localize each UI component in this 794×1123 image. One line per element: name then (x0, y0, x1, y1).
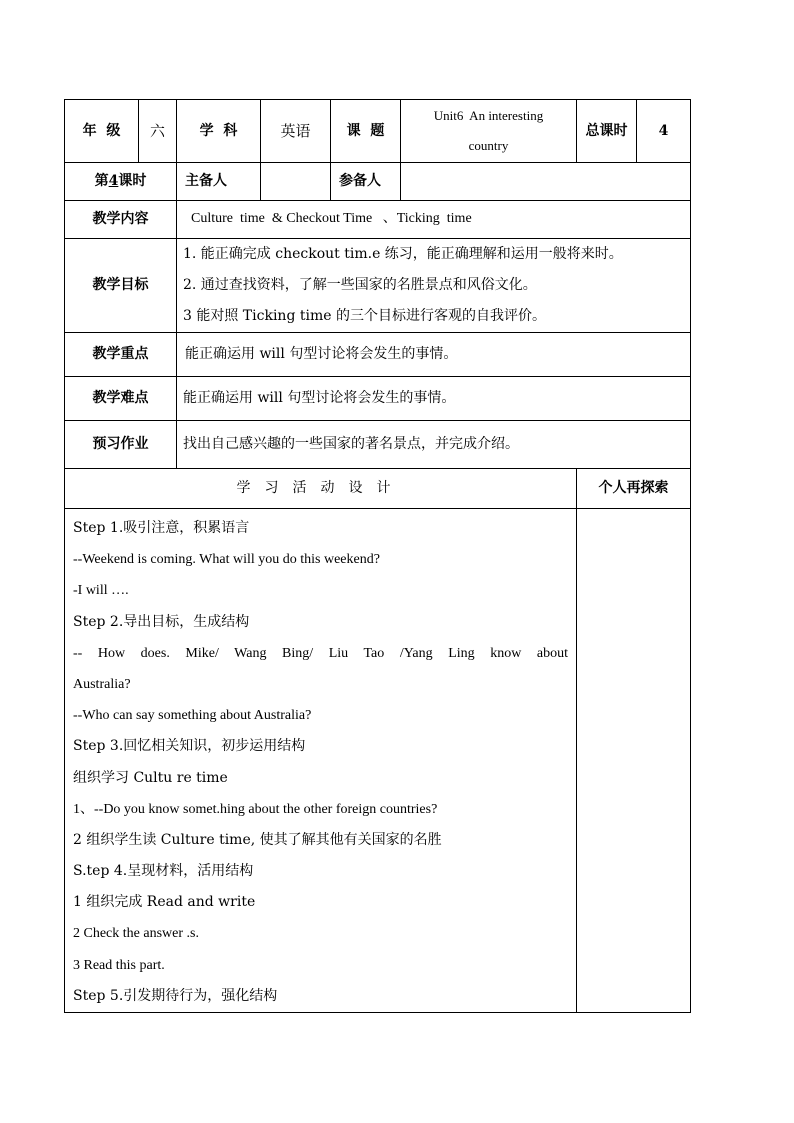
subject-label: 学 科 (177, 100, 261, 163)
lesson-suffix: 课时 (118, 173, 147, 190)
exploration-cell (577, 509, 691, 1013)
activity-line: Step 1.吸引注意，积累语言 (73, 520, 250, 536)
activity-title: 学习活动设计 (65, 469, 577, 509)
homework-row (65, 421, 691, 469)
activity-header-row (65, 469, 691, 509)
activity-body-row (65, 509, 691, 1013)
content-row (65, 201, 691, 239)
topic-value-line1: Unit6 An interesting (433, 108, 544, 123)
activity-line: -- How does. Mike/ Wang Bing/ Liu Tao /Yang Ling know about (73, 645, 568, 661)
objective-item-1: 1. 能正确完成 checkout tim.e 练习，能正确理解和运用一般将来时。 (183, 246, 623, 262)
host-value (261, 163, 331, 201)
activity-line: 1 组织完成 Read and write (73, 894, 256, 911)
lesson-info-row (65, 163, 691, 201)
lesson-prefix: 第 (94, 173, 109, 190)
objective-item-3: 3 能对照 Ticking time 的三个目标进行客观的自我评价。 (183, 308, 546, 324)
key-points-row (65, 333, 691, 377)
key-points-label: 教学重点 (65, 333, 177, 377)
lesson-number: 4 (108, 173, 119, 190)
activity-line: Australia? (73, 676, 131, 692)
difficulties-value: 能正确运用 will 句型讨论将会发生的事情。 (177, 377, 691, 421)
lesson-number-cell (65, 163, 177, 201)
lesson-plan-table (64, 99, 691, 1013)
objectives-list (177, 239, 691, 333)
topic-value-line2: country (468, 138, 509, 153)
activity-line: 2 组织学生读 Culture time, 使其了解其他有关国家的名胜 (73, 831, 442, 848)
activity-line: --Weekend is coming. What will you do this weekend? (73, 552, 380, 568)
content-value: Culture time & Checkout Time 、Ticking time (177, 201, 691, 239)
activity-line: Step 2.导出目标，生成结构 (73, 613, 250, 630)
activity-line: 2 Check the answer .s. (73, 926, 199, 942)
activity-line: S.tep 4.呈现材料，活用结构 (73, 863, 254, 880)
activity-line: -I will …. (73, 583, 129, 599)
objectives-row (65, 239, 691, 333)
topic-value (401, 100, 577, 163)
exploration-title: 个人再探索 (577, 469, 691, 509)
host-label: 主备人 (177, 163, 261, 201)
total-lessons-value: 4 (637, 100, 691, 163)
activity-line: Step 5.引发期待行为，强化结构 (73, 987, 278, 1004)
activity-line: Step 3.回忆相关知识，初步运用结构 (73, 738, 306, 755)
activity-line: 3 Read this part. (73, 957, 165, 973)
activity-steps (65, 509, 577, 1013)
content-label: 教学内容 (65, 201, 177, 239)
topic-label: 课 题 (331, 100, 401, 163)
co-preparer-value (401, 163, 691, 201)
homework-label: 预习作业 (65, 421, 177, 469)
grade-value: 六 (139, 100, 177, 163)
activity-line: 1、--Do you know somet.hing about the other foreign countries? (73, 801, 438, 817)
key-points-value: 能正确运用 will 句型讨论将会发生的事情。 (177, 333, 691, 377)
co-preparer-label: 参备人 (331, 163, 401, 201)
grade-label: 年 级 (65, 100, 139, 163)
header-row (65, 100, 691, 163)
activity-line: --Who can say something about Australia? (73, 708, 312, 724)
difficulties-label: 教学难点 (65, 377, 177, 421)
activity-line: 组织学习 Cultu re time (73, 769, 228, 786)
homework-value: 找出自己感兴趣的一些国家的著名景点，并完成介绍。 (177, 421, 691, 469)
objective-item-2: 2. 通过查找资料，了解一些国家的名胜景点和风俗文化。 (183, 277, 537, 293)
difficulties-row (65, 377, 691, 421)
objectives-label: 教学目标 (65, 239, 177, 333)
total-lessons-label: 总课时 (577, 100, 637, 163)
subject-value: 英语 (261, 100, 331, 163)
